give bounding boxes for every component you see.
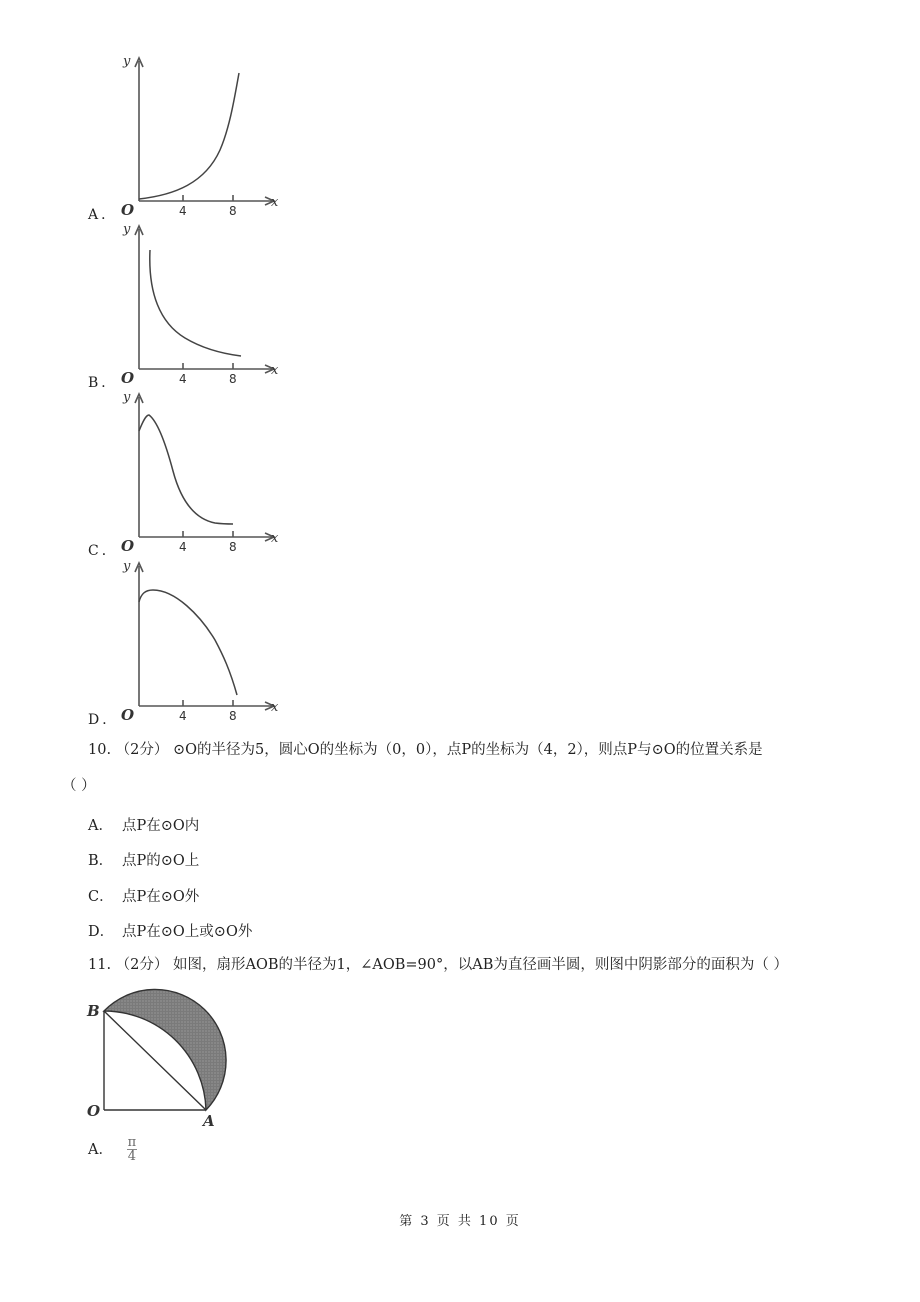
curve-b	[150, 250, 241, 356]
page-footer: 第 3 页 共 10 页	[399, 1214, 521, 1229]
point-b-label: B	[87, 1002, 100, 1020]
q10-choice-d[interactable]	[88, 920, 252, 941]
graph-c	[115, 390, 285, 555]
x-axis-label: x	[271, 195, 279, 210]
y-axis-label: y	[123, 390, 131, 405]
q10-choice-a[interactable]	[88, 814, 199, 835]
q10-stem: 10. （2分） ⊙O的半径为5，圆心O的坐标为（0，0），点P的坐标为（4，2），则点P与⊙O的位置关系是	[88, 742, 763, 758]
fraction-denominator: 4	[127, 1149, 137, 1164]
option-c-label: C．	[88, 543, 119, 559]
point-o-label: O	[87, 1102, 101, 1120]
shaded-region	[104, 989, 226, 1110]
choice-label: A．	[88, 1141, 113, 1158]
fraction-numerator: π	[127, 1135, 137, 1150]
origin-label: O	[121, 537, 135, 555]
tick-label-4: 4	[179, 709, 187, 723]
choice-label: C．	[88, 889, 114, 905]
curve-c	[139, 415, 233, 524]
choice-text: 点P在⊙O外	[122, 889, 200, 905]
choice-text: 点P在⊙O上或⊙O外	[122, 924, 253, 940]
option-d-label: D．	[88, 712, 120, 728]
curve-d	[139, 590, 237, 695]
q11-stem: 11. （2分） 如图，扇形AOB的半径为1，∠AOB=90°，以AB为直径画半圆，则图中阴影部分的面积为（ ）	[88, 957, 788, 973]
origin-label: O	[121, 201, 135, 219]
sector-figure	[85, 988, 235, 1128]
choice-label: B．	[88, 853, 114, 869]
y-axis-label: y	[123, 54, 131, 69]
graph-d	[115, 559, 285, 724]
q10-choice-c[interactable]	[88, 885, 199, 906]
q11-choice-a[interactable]	[88, 1136, 137, 1163]
tick-label-4: 4	[179, 372, 187, 386]
graph-b	[115, 222, 285, 387]
y-axis-label: y	[123, 222, 131, 237]
fraction	[127, 1136, 138, 1163]
graph-a	[115, 54, 285, 219]
tick-label-8: 8	[229, 709, 237, 723]
choice-text: 点P在⊙O内	[122, 818, 200, 834]
choice-label: A．	[88, 818, 113, 834]
tick-label-4: 4	[179, 540, 187, 554]
x-axis-label: x	[271, 363, 279, 378]
choice-label: D．	[88, 924, 115, 940]
curve-a	[139, 73, 239, 199]
origin-label: O	[121, 369, 135, 387]
tick-label-8: 8	[229, 204, 237, 218]
y-axis-label: y	[123, 559, 131, 574]
origin-label: O	[121, 706, 135, 724]
x-axis-label: x	[271, 531, 279, 546]
option-b-label: B．	[88, 375, 119, 391]
option-a-label: A．	[88, 207, 119, 223]
x-axis-label: x	[271, 700, 279, 715]
q10-choice-b[interactable]	[88, 849, 199, 870]
tick-label-8: 8	[229, 372, 237, 386]
point-a-label: A	[203, 1112, 215, 1128]
tick-label-8: 8	[229, 540, 237, 554]
q10-blank: （ ）	[62, 778, 96, 794]
tick-label-4: 4	[179, 204, 187, 218]
choice-text: 点P的⊙O上	[122, 853, 200, 869]
